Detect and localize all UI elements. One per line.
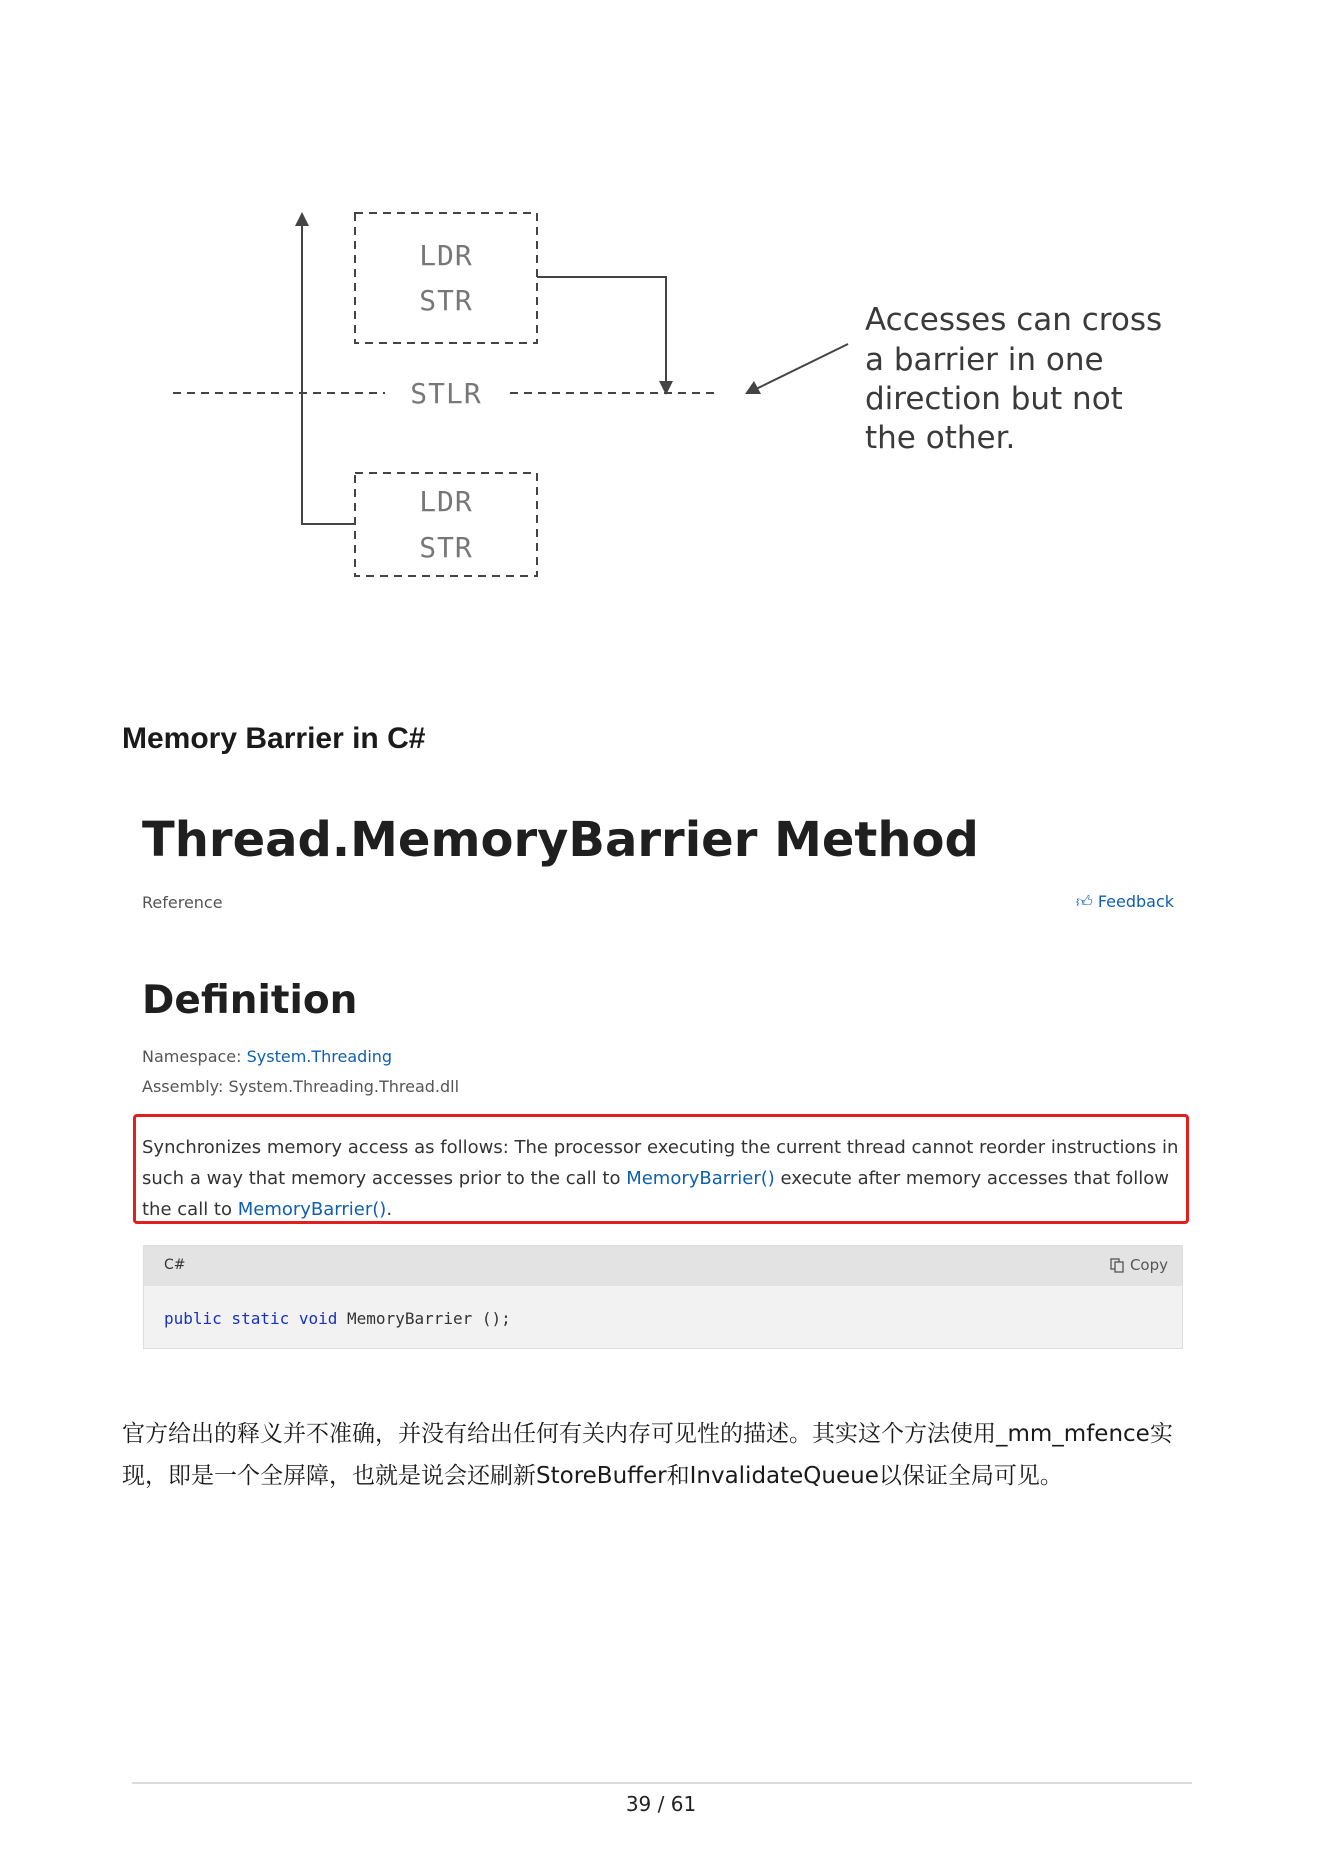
- assembly-value: System.Threading.Thread.dll: [228, 1077, 460, 1096]
- note-line-3: direction but not: [865, 381, 1123, 417]
- memorybarrier-link-1[interactable]: MemoryBarrier(): [626, 1168, 775, 1189]
- bottom-box-str: STR: [419, 531, 473, 564]
- code-keywords: public static void: [164, 1309, 338, 1328]
- code-header: [144, 1246, 1182, 1286]
- assembly-label: Assembly:: [142, 1077, 224, 1096]
- feedback-label: Feedback: [1097, 892, 1175, 911]
- top-box-ldr: LDR: [419, 239, 473, 272]
- assembly-row: [142, 1077, 459, 1096]
- code-tail: ();: [472, 1309, 511, 1328]
- memorybarrier-link-2[interactable]: MemoryBarrier(): [237, 1199, 387, 1220]
- code-line: [164, 1309, 511, 1328]
- thumbs-up-icon: 👍︎: [1076, 892, 1093, 911]
- page-number: 39 / 61: [625, 1792, 697, 1816]
- upward-arrow: [302, 222, 355, 524]
- summary-text: [142, 1132, 1190, 1225]
- note-pointer-arrow: [756, 344, 848, 389]
- barrier-diagram: [0, 0, 1322, 640]
- definition-heading: Definition: [142, 978, 358, 1023]
- note-line-1: Accesses can cross: [865, 302, 1163, 338]
- namespace-link[interactable]: System.Threading: [246, 1047, 393, 1066]
- bottom-box-ldr: LDR: [419, 485, 473, 518]
- copy-label: Copy: [1129, 1256, 1168, 1274]
- doc-type-label: Reference: [142, 893, 223, 912]
- section-heading: Memory Barrier in C#: [122, 722, 426, 755]
- summary-part-2: execute after memory accesses that follow the call to: [142, 1168, 1170, 1220]
- note-line-4: the other.: [865, 420, 1016, 456]
- namespace-label: Namespace:: [142, 1047, 242, 1066]
- upward-arrowhead: [295, 212, 309, 226]
- barrier-label: STLR: [410, 377, 482, 410]
- downward-arrow: [537, 277, 666, 384]
- code-method-name: MemoryBarrier: [347, 1309, 473, 1328]
- top-box-str: STR: [419, 284, 473, 317]
- copy-icon: [1110, 1258, 1124, 1273]
- code-block: [143, 1245, 1183, 1349]
- note-line-2: a barrier in one: [865, 342, 1104, 378]
- code-language-label: C#: [164, 1257, 186, 1273]
- feedback-link[interactable]: [1076, 892, 1174, 912]
- chinese-paragraph: 官方给出的释义并不准确，并没有给出任何有关内存可见性的描述。其实这个方法使用_mm_mfence实现，即是一个全屏障，也就是说会还刷新StoreBuffer和InvalidateQueue以保证全局可见。: [122, 1421, 1173, 1489]
- summary-part-1: Synchronizes memory access as follows: The processor executing the current thread cannot reorder instructions in such a way that memory accesses prior to the call to: [142, 1137, 1179, 1189]
- top-access-box: [355, 213, 537, 343]
- copy-button[interactable]: [1110, 1256, 1168, 1274]
- summary-part-3: .: [386, 1199, 393, 1220]
- footer-divider: [132, 1782, 1192, 1784]
- namespace-row: [142, 1047, 392, 1066]
- doc-title: Thread.MemoryBarrier Method: [142, 812, 979, 868]
